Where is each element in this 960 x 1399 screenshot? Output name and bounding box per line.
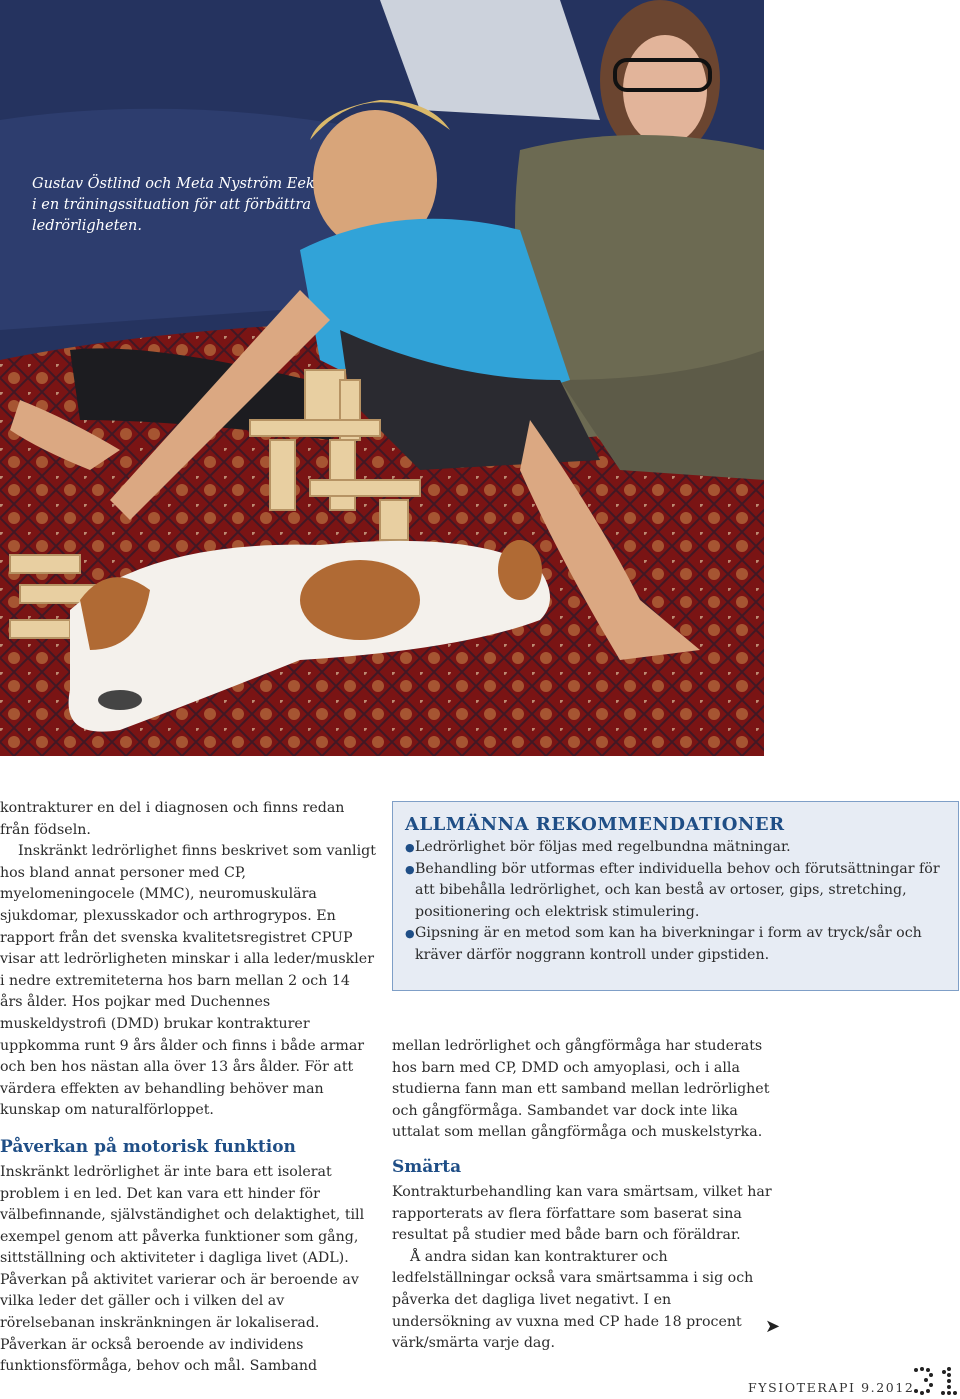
box-title: ALLMÄNNA REKOMMENDATIONER [405, 814, 785, 835]
paragraph: mellan ledrörlighet och gångförmåga har studerats hos barn med CP, DMD och amyoplasi, och i alla studierna fann man ett samband mellan ledrörlighet och gångförmåga. Sambandet var dock inte lika uttalat som mellan gångförmåga och muskelstyrka. [392, 1038, 770, 1141]
photo-illustration [0, 0, 764, 756]
page-number-dots-icon [912, 1366, 958, 1396]
right-column [392, 1036, 772, 1355]
bullet-icon: ● [405, 862, 415, 876]
recommendations-box [392, 801, 959, 991]
list-item: ● Gipsning är en metod som kan ha biverkningar i form av tryck/sår och kräver därför noggrann kontroll under gipstiden. [405, 925, 922, 963]
magazine-footer: FYSIOTERAPI 9.2012 [748, 1380, 915, 1395]
list-item: ● Behandling bör utformas efter individuella behov och förutsättningar för att bibehålla ledrörlighet, och kan bestå av ortoser, gips, stretching, positionering och elektrisk stimulering. [405, 860, 940, 920]
section-heading: Påverkan på motorisk funktion [0, 1136, 296, 1157]
paragraph: Inskränkt ledrörlighet finns beskrivet som vanligt hos bland annat personer med CP, myelomeningocele (MMC), neuromuskulära sjukdomar, plexusskador och arthrogrypos. En rapport från det svenska kvalitetsregistret CPUP visar att ledrörligheten minskar i alla leder/muskler i nedre extremiteterna hos barn mellan 2 och 14 års ålder. Hos pojkar med Duchennes muskeldystrofi (DMD) brukar kontrakturer uppkomma runt 9 års ålder och finns i både armar och ben hos nästan alla över 13 års ålder. För att värdera effekten av behandling behöver man kunskap om naturalförloppet. [0, 843, 376, 1119]
left-column [0, 798, 376, 1378]
page-number [912, 1366, 958, 1396]
photo-caption: Gustav Östlind och Meta Nyström Eek i en träningssituation för att förbättra ledrörligheten. [32, 176, 315, 234]
continue-arrow-icon: ➤ [765, 1316, 781, 1337]
list-item: ● Ledrörlighet bör följas med regelbundna mätningar. [405, 837, 946, 859]
paragraph: Kontrakturbehandling kan vara smärtsam, vilket har rapporterats av flera författare som baserat sina resultat på studier med både barn och föräldrar. [392, 1183, 772, 1244]
paragraph: Å andra sidan kan kontrakturer och ledfelställningar också vara smärtsamma i sig och påverka det dagliga livet negativt. I en undersökning av vuxna med CP hade 18 procent värk/smärta varje dag. [392, 1248, 754, 1352]
paragraph: Inskränkt ledrörlighet är inte bara ett isolerat problem i en led. Det kan vara ett hinder för välbefinnande, självständighet och delaktighet, till exempel genom att påverka funktioner som gång, sittställning och aktiviteter i dagliga livet (ADL). Påverkan på aktivitet varierar och är beroende av vilka leder det gäller och i vilken del av rörelsebanan inskränkningen är lokaliserad. Påverkan är också beroende av individens funktionsförmåga, behov och mål. Samband [0, 1163, 365, 1375]
paragraph: kontrakturer en del i diagnosen och finns redan från födseln. [0, 800, 345, 838]
bullet-icon: ● [405, 841, 415, 854]
article-photo [0, 0, 764, 756]
bullet-icon: ● [405, 927, 415, 941]
section-heading: Smärta [392, 1156, 462, 1177]
recommendation-list [405, 837, 946, 967]
